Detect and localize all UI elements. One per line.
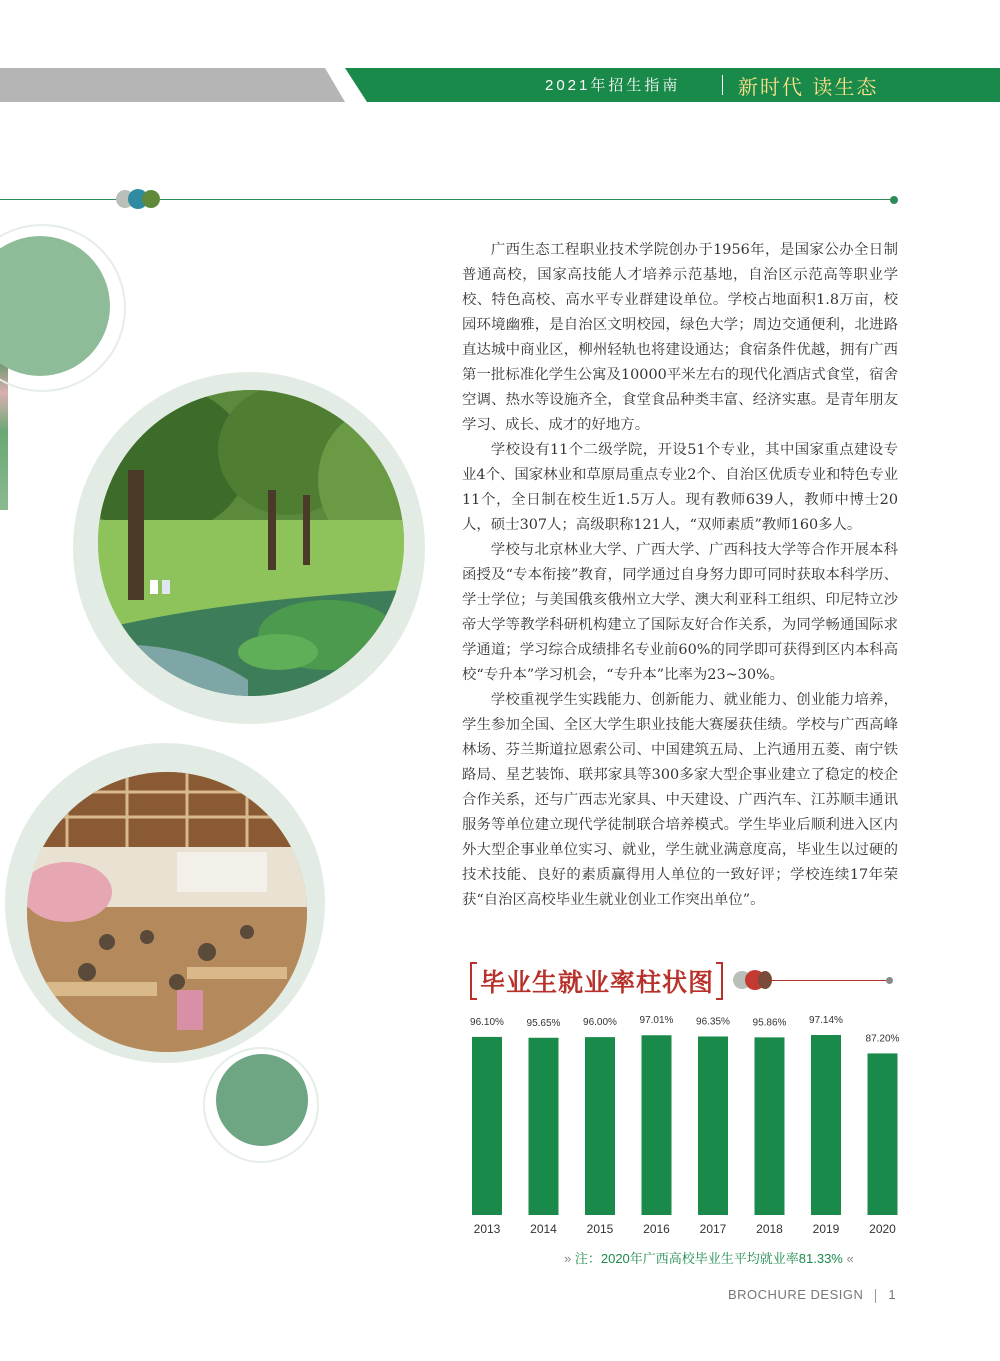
value-label-2017: 96.35% xyxy=(696,1016,730,1028)
slogan: 新时代 读生态 xyxy=(738,75,879,99)
chart-title: 毕业生就业率柱状图 xyxy=(480,968,715,997)
value-label-2016: 97.01% xyxy=(639,1015,674,1027)
employment-rate-bar-chart xyxy=(460,1005,910,1240)
paragraph-2: 学校设有11个二级学院，开设51个专业，其中国家重点建设专业4个、国家林业和草原局重点专业2个、自治区优质专业和特色专业11个，全日制在校生近1.5万人。现有教师639人，教师中博士20人，硕士307人；高级职称121人，“双师素质”教师160多人。 xyxy=(462,442,898,533)
top-rule-line-left xyxy=(0,199,116,200)
top-rule-line xyxy=(160,199,890,200)
header-divider xyxy=(722,75,723,95)
page-footer xyxy=(728,1287,896,1303)
bar-2016 xyxy=(642,1035,672,1215)
chart-rule-end-dot xyxy=(886,977,893,984)
intro-text xyxy=(462,238,898,913)
x-tick-2018: 2018 xyxy=(756,1222,783,1236)
x-tick-2016: 2016 xyxy=(643,1222,670,1236)
note-text: 注：2020年广西高校毕业生平均就业率81.33% xyxy=(574,1251,843,1266)
value-label-2019: 97.14% xyxy=(809,1015,843,1026)
bar-2013 xyxy=(472,1037,502,1215)
paragraph-3: 学校与北京林业大学、广西大学、广西科技大学等合作开展本科函授及“专本衔接”教育，同学通过自身努力即可同时获取本科学历、学士学位；与美国俄亥俄州立大学、澳大利亚科工组织、印尼特立沙帝大学等教学科研机构建立了国际友好合作关系，为同学畅通国际求学通道；学习综合成绩排名专业前60%的同学即可获得到区内本科高校“专升本”学习机会，“专升本”比率为23~30%。 xyxy=(462,542,898,683)
x-tick-2014: 2014 xyxy=(530,1222,557,1236)
campus-lawn-photo xyxy=(98,390,404,696)
note-left-chevrons-icon: » xyxy=(564,1251,572,1266)
page-number: 1 xyxy=(888,1287,897,1302)
deco-circle-bottom xyxy=(216,1054,308,1146)
bar-2015 xyxy=(585,1037,615,1215)
value-label-2014: 95.65% xyxy=(526,1017,561,1029)
chart-title-bracket-right xyxy=(716,962,723,1000)
value-label-2013: 96.10% xyxy=(470,1016,504,1028)
bar-2017 xyxy=(698,1036,728,1215)
footer-label: BROCHURE DESIGN xyxy=(728,1287,864,1302)
x-tick-2017: 2017 xyxy=(699,1222,727,1236)
x-tick-2015: 2015 xyxy=(586,1222,614,1236)
deco-dot-olive xyxy=(142,190,160,208)
value-label-2015: 96.00% xyxy=(583,1017,617,1029)
chart-rule-line xyxy=(770,980,888,981)
x-tick-2013: 2013 xyxy=(473,1222,501,1236)
brochure-title: 2021年招生指南 xyxy=(545,77,681,94)
value-label-2020: 87.20% xyxy=(865,1033,900,1045)
chart-title-bracket-left xyxy=(470,962,477,1000)
footer-divider xyxy=(875,1289,876,1303)
dining-hall-photo xyxy=(27,772,307,1052)
value-label-2018: 95.86% xyxy=(752,1017,787,1029)
bar-2014 xyxy=(529,1038,559,1215)
note-right-chevrons-icon: « xyxy=(846,1251,854,1266)
bar-2020 xyxy=(868,1053,898,1215)
paragraph-1: 广西生态工程职业技术学院创办于1956年，是国家公办全日制普通高校，国家高技能人才培养示范基地，自治区示范高等职业学校、特色高校、高水平专业群建设单位。学校占地面积1.8万亩，校园环境幽雅，是自治区文明校园，绿色大学；周边交通便利，北进路直达城中商业区，柳州轻轨也将建设通达；食宿条件优越，拥有广西第一批标准化学生公寓及10000平米左右的现代化酒店式食堂，宿舍空调、热水等设施齐全，食堂食品种类丰富、经济实惠。是青年朋友学习、成长、成才的好地方。 xyxy=(462,242,898,433)
x-tick-2020: 2020 xyxy=(869,1222,896,1236)
chart-note xyxy=(564,1248,854,1267)
top-rule-end-dot xyxy=(890,196,898,204)
bar-2019 xyxy=(811,1035,841,1215)
x-tick-2019: 2019 xyxy=(812,1222,840,1236)
header xyxy=(0,68,1000,102)
bar-2018 xyxy=(755,1037,785,1215)
paragraph-4: 学校重视学生实践能力、创新能力、就业能力、创业能力培养，学生参加全国、全区大学生职业技能大赛屡获佳绩。学校与广西高峰林场、芬兰斯道拉恩索公司、中国建筑五局、上汽通用五菱、南宁铁路局、星艺装饰、联邦家具等300多家大型企事业建立了稳定的校企合作关系，还与广西志光家具、中天建设、广西汽车、江苏顺丰通讯服务等单位建立现代学徒制联合培养模式。学生毕业后顺利进入区内外大型企事业单位实习、就业，学生就业满意度高，毕业生以过硬的技术技能、良好的素质赢得用人单位的一致好评；学校连续17年荣获“自治区高校毕业生就业创业工作突出单位”。 xyxy=(462,692,898,908)
